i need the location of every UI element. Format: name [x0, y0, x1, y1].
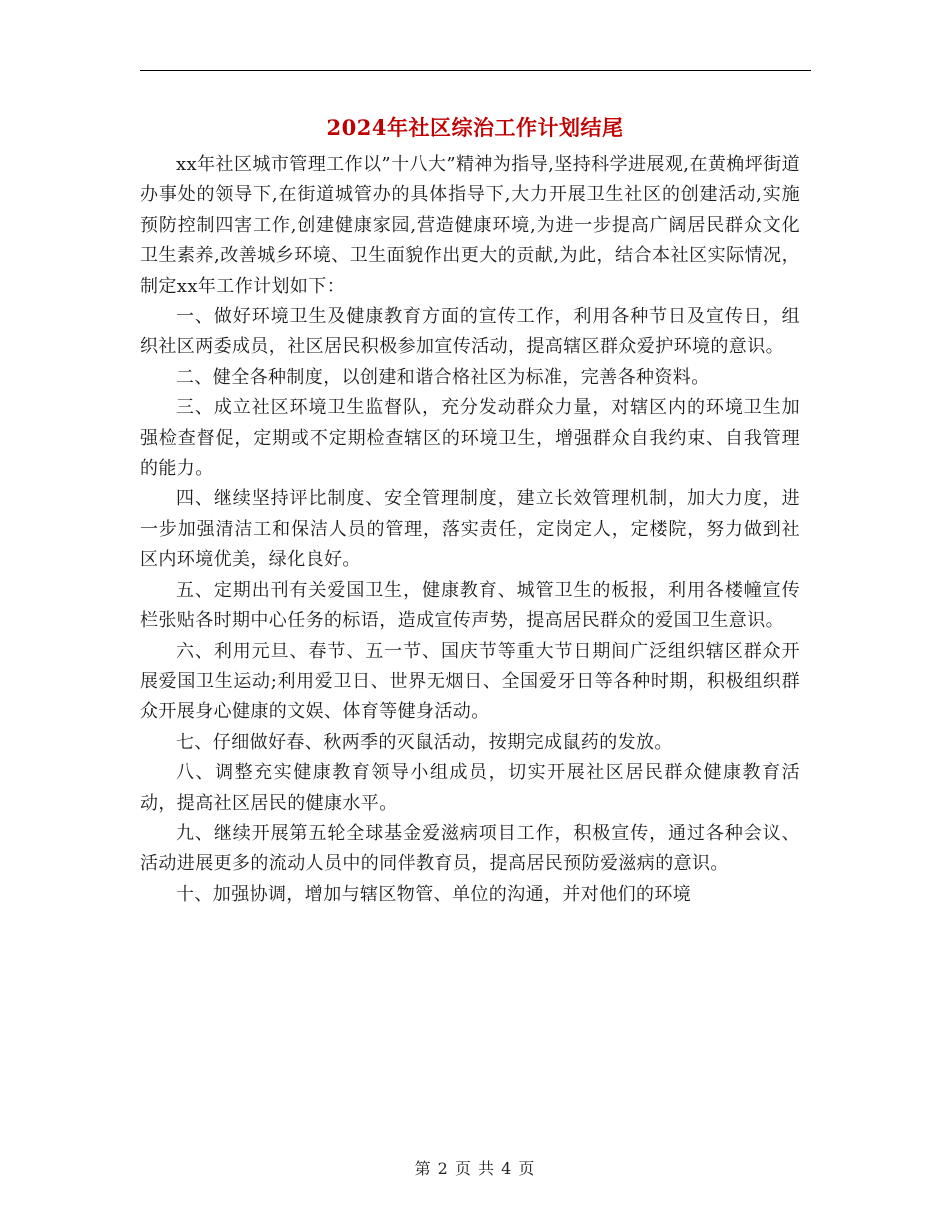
header-rule	[140, 70, 811, 71]
paragraph-item-3: 三、成立社区环境卫生监督队，充分发动群众力量，对辖区内的环境卫生加强检查督促，定期或不定期检查辖区的环境卫生，增强群众自我约束、自我管理的能力。	[140, 397, 800, 480]
paragraph-item-5: 五、定期出刊有关爱国卫生，健康教育、城管卫生的板报，利用各楼幢宣传栏张贴各时期中心任务的标语，造成宣传声势，提高居民群众的爱国卫生意识。	[140, 579, 800, 632]
document-title: 2024年社区综治工作计划结尾	[326, 115, 624, 140]
paragraph-item-8: 八、调整充实健康教育领导小组成员，切实开展社区居民群众健康教育活动，提高社区居民的健康水平。	[140, 762, 800, 814]
paragraph-intro: xx年社区城市管理工作以”十八大”精神为指导,坚持科学进展观,在黄桷坪街道办事处的领导下,在街道城管办的具体指导下,大力开展卫生社区的创建活动,实施预防控制四害工作,创建健康家园,营造健康环境,为进一步提高广阔居民群众文化卫生素养,改善城乡环境、卫生面貌作出更大的贡献,为此，结合本社区实际情况，制定xx年工作计划如下：	[140, 154, 800, 297]
page-number: 第 2 页 共 4 页	[414, 1159, 536, 1178]
paragraph-item-1: 一、做好环境卫生及健康教育方面的宣传工作，利用各种节日及宣传日，组织社区两委成员，社区居民积极参加宣传活动，提高辖区群众爱护环境的意识。	[140, 306, 800, 358]
document-body	[140, 150, 800, 910]
paragraph-item-10: 十、加强协调，增加与辖区物管、单位的沟通，并对他们的环境	[176, 883, 692, 905]
paragraph-item-7: 七、仔细做好春、秋两季的灭鼠活动，按期完成鼠药的发放。	[176, 731, 673, 753]
paragraph-item-4: 四、继续坚持评比制度、安全管理制度，建立长效管理机制，加大力度，进一步加强清洁工和保洁人员的管理，落实责任，定岗定人，定楼院，努力做到社区内环境优美，绿化良好。	[140, 488, 800, 571]
paragraph-item-6: 六、利用元旦、春节、五一节、国庆节等重大节日期间广泛组织辖区群众开展爱国卫生运动;利用爱卫日、世界无烟日、全国爱牙日等各种时期，积极组织群众开展身心健康的文娱、体育等健身活动。	[140, 640, 800, 723]
paragraph-item-2: 二、健全各种制度，以创建和谐合格社区为标准，完善各种资料。	[176, 366, 710, 388]
paragraph-item-9: 九、继续开展第五轮全球基金爱滋病项目工作，积极宣传，通过各种会议、活动进展更多的流动人员中的同伴教育员，提高居民预防爱滋病的意识。	[140, 822, 800, 875]
